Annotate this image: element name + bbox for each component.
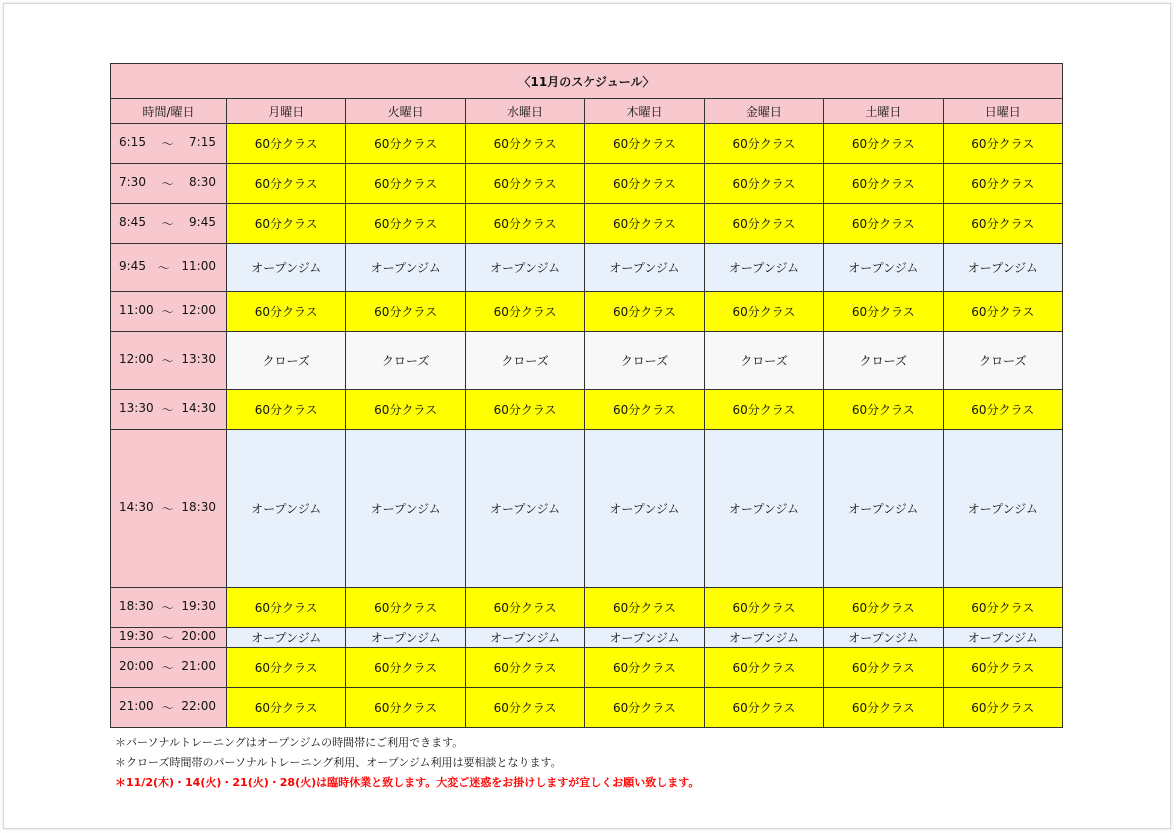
schedule-cell: 60分クラス: [585, 688, 704, 728]
time-start: 18:30: [119, 599, 154, 613]
table-row: [111, 164, 1063, 204]
time-tilde: 〜: [161, 631, 174, 645]
time-slot: [111, 628, 227, 648]
schedule-cell: クローズ: [346, 332, 465, 390]
schedule-cell: 60分クラス: [943, 292, 1062, 332]
schedule-cell: オープンジム: [943, 628, 1062, 648]
time-end: 18:30: [181, 500, 216, 514]
time-slot: [111, 648, 227, 688]
schedule-cell: オープンジム: [824, 244, 943, 292]
schedule-cell: オープンジム: [346, 628, 465, 648]
table-row: [111, 430, 1063, 588]
table-row: [111, 204, 1063, 244]
schedule-cell: オープンジム: [824, 628, 943, 648]
schedule-cell: 60分クラス: [465, 164, 584, 204]
time-start: 6:15: [119, 135, 146, 149]
time-end: 8:30: [189, 175, 216, 189]
time-start: 19:30: [119, 629, 154, 643]
schedule-cell: 60分クラス: [943, 124, 1062, 164]
schedule-cell: オープンジム: [824, 430, 943, 588]
time-slot: [111, 588, 227, 628]
time-end: 11:00: [181, 259, 216, 273]
schedule-cell: 60分クラス: [585, 124, 704, 164]
schedule-cell: 60分クラス: [465, 390, 584, 430]
schedule-cell: 60分クラス: [227, 124, 346, 164]
schedule-cell: 60分クラス: [346, 124, 465, 164]
time-tilde: 〜: [161, 701, 174, 715]
schedule-cell: 60分クラス: [943, 688, 1062, 728]
time-slot: [111, 390, 227, 430]
schedule-body: [111, 124, 1063, 728]
time-end: 22:00: [181, 699, 216, 713]
schedule-cell: クローズ: [227, 332, 346, 390]
schedule-cell: 60分クラス: [227, 390, 346, 430]
schedule-cell: 60分クラス: [585, 648, 704, 688]
schedule-cell: オープンジム: [704, 244, 823, 292]
table-row: [111, 628, 1063, 648]
schedule-cell: オープンジム: [704, 430, 823, 588]
time-start: 9:45: [119, 259, 146, 273]
time-slot: [111, 244, 227, 292]
schedule-cell: 60分クラス: [465, 124, 584, 164]
time-end: 19:30: [181, 599, 216, 613]
schedule-title: 〈11月のスケジュール〉: [111, 64, 1063, 99]
schedule-sheet: [110, 63, 1063, 728]
day-header-thu: 木曜日: [585, 99, 704, 124]
schedule-cell: オープンジム: [465, 430, 584, 588]
time-slot: [111, 688, 227, 728]
schedule-cell: 60分クラス: [704, 688, 823, 728]
schedule-cell: 60分クラス: [227, 588, 346, 628]
schedule-cell: クローズ: [585, 332, 704, 390]
schedule-cell: 60分クラス: [585, 390, 704, 430]
schedule-cell: オープンジム: [943, 244, 1062, 292]
schedule-cell: 60分クラス: [704, 204, 823, 244]
schedule-cell: 60分クラス: [824, 292, 943, 332]
time-start: 12:00: [119, 352, 154, 366]
schedule-cell: 60分クラス: [346, 648, 465, 688]
note-temporary-closure: ＊11/2(木)・14(火)・21(火)・28(火)は臨時休業と致します。大変ご迷惑をお掛けしますが宜しくお願い致します。: [115, 776, 700, 789]
time-day-header: 時間/曜日: [111, 99, 227, 124]
schedule-cell: 60分クラス: [824, 164, 943, 204]
schedule-cell: オープンジム: [943, 430, 1062, 588]
time-tilde: 〜: [161, 502, 174, 516]
schedule-cell: 60分クラス: [824, 588, 943, 628]
schedule-cell: 60分クラス: [227, 164, 346, 204]
schedule-cell: 60分クラス: [704, 648, 823, 688]
table-row: [111, 244, 1063, 292]
schedule-cell: 60分クラス: [585, 588, 704, 628]
schedule-cell: 60分クラス: [824, 124, 943, 164]
schedule-cell: 60分クラス: [704, 164, 823, 204]
time-slot: [111, 332, 227, 390]
schedule-cell: オープンジム: [346, 430, 465, 588]
note-closed-hours: ＊クローズ時間帯のパーソナルトレーニング利用、オープンジム利用は要相談となります。: [115, 756, 562, 769]
schedule-cell: 60分クラス: [824, 648, 943, 688]
time-end: 20:00: [181, 629, 216, 643]
schedule-cell: 60分クラス: [346, 390, 465, 430]
day-header-sat: 土曜日: [824, 99, 943, 124]
time-slot: [111, 204, 227, 244]
schedule-cell: 60分クラス: [824, 390, 943, 430]
schedule-cell: 60分クラス: [943, 164, 1062, 204]
time-end: 7:15: [189, 135, 216, 149]
time-start: 11:00: [119, 303, 154, 317]
note-personal-training: ＊パーソナルトレーニングはオープンジムの時間帯にご利用できます。: [115, 736, 464, 749]
schedule-cell: 60分クラス: [465, 688, 584, 728]
table-row: [111, 688, 1063, 728]
table-row: [111, 648, 1063, 688]
schedule-cell: オープンジム: [227, 430, 346, 588]
time-start: 7:30: [119, 175, 146, 189]
time-slot: [111, 164, 227, 204]
schedule-cell: オープンジム: [465, 628, 584, 648]
time-slot: [111, 292, 227, 332]
time-tilde: 〜: [161, 305, 174, 319]
schedule-cell: 60分クラス: [943, 390, 1062, 430]
time-end: 21:00: [181, 659, 216, 673]
time-end: 14:30: [181, 401, 216, 415]
day-header-sun: 日曜日: [943, 99, 1062, 124]
schedule-cell: クローズ: [465, 332, 584, 390]
schedule-cell: 60分クラス: [824, 688, 943, 728]
schedule-cell: クローズ: [943, 332, 1062, 390]
time-tilde: 〜: [161, 137, 174, 151]
schedule-cell: 60分クラス: [227, 204, 346, 244]
schedule-table: [110, 63, 1063, 728]
schedule-cell: オープンジム: [585, 430, 704, 588]
schedule-cell: 60分クラス: [943, 648, 1062, 688]
day-header-mon: 月曜日: [227, 99, 346, 124]
table-row: [111, 292, 1063, 332]
schedule-cell: 60分クラス: [704, 292, 823, 332]
schedule-cell: 60分クラス: [346, 688, 465, 728]
schedule-cell: 60分クラス: [465, 588, 584, 628]
table-row: [111, 332, 1063, 390]
schedule-cell: 60分クラス: [227, 292, 346, 332]
schedule-cell: 60分クラス: [943, 588, 1062, 628]
schedule-cell: 60分クラス: [704, 588, 823, 628]
time-slot: [111, 124, 227, 164]
time-tilde: 〜: [157, 261, 170, 275]
schedule-cell: 60分クラス: [585, 204, 704, 244]
schedule-cell: 60分クラス: [704, 390, 823, 430]
notes: [115, 733, 1015, 793]
time-end: 13:30: [181, 352, 216, 366]
schedule-cell: オープンジム: [346, 244, 465, 292]
time-tilde: 〜: [161, 354, 174, 368]
time-start: 14:30: [119, 500, 154, 514]
schedule-cell: 60分クラス: [227, 648, 346, 688]
schedule-cell: オープンジム: [704, 628, 823, 648]
schedule-cell: 60分クラス: [585, 164, 704, 204]
schedule-cell: オープンジム: [227, 244, 346, 292]
time-tilde: 〜: [161, 601, 174, 615]
time-start: 21:00: [119, 699, 154, 713]
day-header-wed: 水曜日: [465, 99, 584, 124]
time-start: 13:30: [119, 401, 154, 415]
table-row: [111, 390, 1063, 430]
schedule-cell: 60分クラス: [465, 292, 584, 332]
schedule-cell: オープンジム: [465, 244, 584, 292]
schedule-cell: 60分クラス: [227, 688, 346, 728]
day-header-tue: 火曜日: [346, 99, 465, 124]
time-tilde: 〜: [161, 403, 174, 417]
schedule-cell: オープンジム: [585, 628, 704, 648]
schedule-cell: 60分クラス: [346, 204, 465, 244]
table-row: [111, 588, 1063, 628]
schedule-cell: 60分クラス: [346, 292, 465, 332]
table-row: [111, 124, 1063, 164]
time-start: 20:00: [119, 659, 154, 673]
day-header-fri: 金曜日: [704, 99, 823, 124]
schedule-cell: 60分クラス: [465, 204, 584, 244]
schedule-cell: 60分クラス: [943, 204, 1062, 244]
time-tilde: 〜: [161, 661, 174, 675]
time-end: 12:00: [181, 303, 216, 317]
schedule-cell: クローズ: [824, 332, 943, 390]
time-tilde: 〜: [161, 217, 174, 231]
schedule-cell: クローズ: [704, 332, 823, 390]
schedule-cell: 60分クラス: [465, 648, 584, 688]
time-start: 8:45: [119, 215, 146, 229]
schedule-cell: オープンジム: [585, 244, 704, 292]
schedule-cell: 60分クラス: [585, 292, 704, 332]
schedule-cell: 60分クラス: [346, 588, 465, 628]
schedule-cell: オープンジム: [227, 628, 346, 648]
schedule-cell: 60分クラス: [704, 124, 823, 164]
schedule-cell: 60分クラス: [346, 164, 465, 204]
time-tilde: 〜: [161, 177, 174, 191]
time-slot: [111, 430, 227, 588]
schedule-cell: 60分クラス: [824, 204, 943, 244]
time-end: 9:45: [189, 215, 216, 229]
